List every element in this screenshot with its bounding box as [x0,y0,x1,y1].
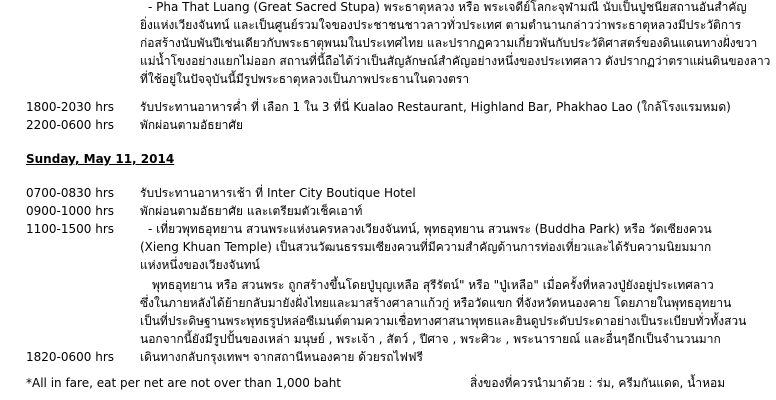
rest-description: พักผ่อนตามอัธยาศัย [140,118,244,132]
pha-that-luang-line-3: ก่อสร้างนับพันปีเช่นเดียวกับพระธาตุพนมในประเทศไทย และปรากฏความเกี่ยวพันกับประวัติศาสตร์ของดินแดนทางฝั่งขวา [140,36,758,50]
return-time: 1820-0600 hrs [26,350,115,364]
history-line-3: เป็นที่ประดิษฐานพระพุทธรูปหล่อซีเมนต์ตามความเชื่อทางศาสนาพุทธและฮินดูประดับประดาอย่างเป็นระเบียบทั่วทั้งสวน [140,314,747,328]
pha-that-luang-line-5: ที่ใช้อยู่ในปัจจุบันนี้มีรูปพระธาตุหลวงเป็นภาพประธานในดวงตรา [140,72,470,86]
checkout-description: พักผ่อนตามอัธยาศัย และเตรียมตัวเช็คเอาท์ [140,204,363,218]
pha-that-luang-line-2: ยิ่งแห่งเวียงจันทน์ และเป็นศูนย์รวมใจของประชาชนชาวลาวทั่วประเทศ ตามตำนานกล่าวว่าพระธาตุหลวงมีประวัติการ [140,18,742,32]
pha-that-luang-line-1: - Pha That Luang (Great Sacred Stupa) พระธาตุหลวง หรือ พระเจดีย์โลกะจุฬามณี นับเป็นปูชนียสถานอันสำคัญ [148,0,747,14]
dinner-description: รับประทานอาหารค่ำ ที่ เลือก 1 ใน 3 ที่นี่ Kualao Restaurant, Highland Bar, Phakhao Lao (ใกล้โรงแรมหมด) [140,100,731,114]
buddha-park-line-2: (Xieng Khuan Temple) เป็นสวนวัฒนธรรมเซียงควนที่มีความสำคัญด้านการท่องเที่ยวและได้รับความนิยมมาก [140,240,712,254]
history-line-2: ซึ่งในภายหลังได้ย้ายกลับมายังฝั่งไทยและมาสร้างศาลาแก้วกู่ หรือวัดแขก ที่จังหวัดหนองคาย โดยภายในพุทธอุทยาน [140,296,732,310]
rest-time: 2200-0600 hrs [26,118,115,132]
day-date-heading: Sunday, May 11, 2014 [26,152,175,166]
fare-note: *All in fare, eat per net are not over than 1,000 baht [26,376,342,390]
breakfast-description: รับประทานอาหารเช้า ที่ Inter City Boutique Hotel [140,186,416,200]
breakfast-time: 0700-0830 hrs [26,186,115,200]
dinner-time: 1800-2030 hrs [26,100,115,114]
history-line-1: พุทธอุทยาน หรือ สวนพระ ถูกสร้างขึ้นโดยปู่บุญเหลือ สุรีรัตน์" หรือ "ปู่เหลือ" เมื่อครั้งที่หลวงปู่ยังอยู่ประเทศลาว [152,278,714,292]
pha-that-luang-line-4: แม่น้ำโขงอย่างแยกไม่ออก สถานที่นี้ถือได้ว่าเป็นสัญลักษณ์สำคัญอย่างหนึ่งของประเทศลาว ดังปรากฏว่าตราแผ่นดินของลาว [140,54,771,68]
buddha-park-time: 1100-1500 hrs [26,222,115,236]
return-description: เดินทางกลับกรุงเทพฯ จากสถานีหนองคาย ด้วยรถไฟฟรี [140,350,423,364]
history-line-4: นอกจากนี้ยังมีรูปปั้นของเหล่า มนุษย์ , พระเจ้า , สัตว์ , ปีศาจ , พระศิวะ , พระนารายณ์ และอื่นๆอีกเป็นจำนวนมาก [140,332,721,346]
buddha-park-line-3: แห่งหนึ่งของเวียงจันทน์ [140,258,260,272]
buddha-park-description: - เที่ยวพุทธอุทยาน สวนพระแห่งนครหลวงเวียงจันทน์, พุทธอุทยาน สวนพระ (Buddha Park) หรือ วัดเซียงควน [148,222,712,236]
things-to-bring: สิ่งของที่ควรนำมาด้วย : ร่ม, ครีมกันแดด, น้ำหอม [470,376,726,390]
checkout-time: 0900-1000 hrs [26,204,115,218]
